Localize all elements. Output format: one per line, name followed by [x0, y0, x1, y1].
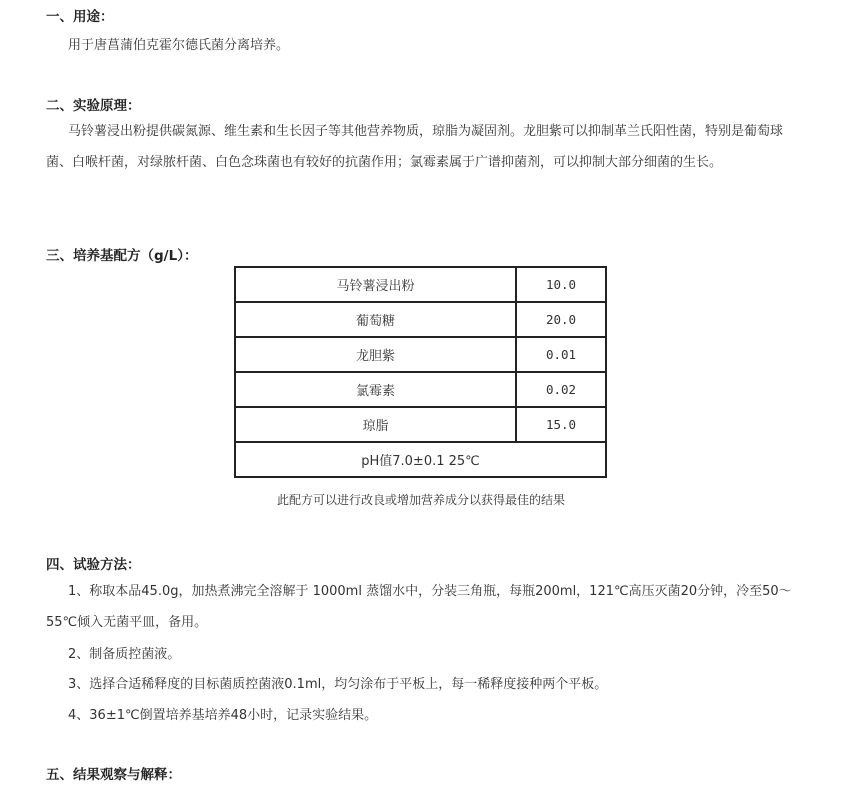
- ingredient-name: 龙胆紫: [235, 337, 516, 372]
- ingredient-amount: 10.0: [516, 267, 606, 302]
- table-row: [235, 407, 606, 442]
- ph-value: pH值7.0±0.1 25℃: [235, 442, 606, 477]
- table-row-ph: [235, 442, 606, 477]
- ingredient-amount: 0.01: [516, 337, 606, 372]
- table-row: [235, 372, 606, 407]
- section-heading-principle: 二、实验原理：: [46, 98, 141, 114]
- ingredient-amount: 0.02: [516, 372, 606, 407]
- formula-note: 此配方可以进行改良或增加营养成分以获得最佳的结果: [276, 493, 565, 507]
- ingredient-name: 氯霉素: [235, 372, 516, 407]
- section-heading-results: 五、结果观察与解释：: [46, 767, 181, 783]
- ingredient-name: 马铃薯浸出粉: [235, 267, 516, 302]
- section-heading-formula: 三、培养基配方（g/L）：: [46, 248, 198, 264]
- method-step-1: 1、称取本品45.0g，加热煮沸完全溶解于 1000ml 蒸馏水中，分装三角瓶，每瓶200ml，121℃高压灭菌20分钟，冷至50～55℃倾入无菌平皿，备用。: [46, 584, 792, 630]
- section-heading-method: 四、试验方法：: [46, 557, 141, 573]
- table-row: [235, 337, 606, 372]
- ingredient-name: 葡萄糖: [235, 302, 516, 337]
- formula-table: [234, 266, 607, 478]
- method-step-4: 4、36±1℃倒置培养基培养48小时，记录实验结果。: [68, 708, 378, 723]
- section-heading-purpose: 一、用途：: [46, 9, 114, 25]
- purpose-text: 用于唐菖蒲伯克霍尔德氏菌分离培养。: [68, 38, 290, 53]
- table-row: [235, 302, 606, 337]
- ingredient-amount: 15.0: [516, 407, 606, 442]
- table-row: [235, 267, 606, 302]
- principle-paragraph: 马铃薯浸出粉提供碳氮源、维生素和生长因子等其他营养物质，琼脂为凝固剂。龙胆紫可以抑制革兰氏阳性菌，特别是葡萄球菌、白喉杆菌，对绿脓杆菌、白色念珠菌也有较好的抗菌作用；氯霉素属于广谱抑菌剂，可以抑制大部分细菌的生长。: [46, 124, 784, 170]
- ingredient-amount: 20.0: [516, 302, 606, 337]
- ingredient-name: 琼脂: [235, 407, 516, 442]
- method-step-3: 3、选择合适稀释度的目标菌质控菌液0.1ml，均匀涂布于平板上，每一稀释度接种两个平板。: [68, 677, 608, 692]
- method-step-2: 2、制备质控菌液。: [68, 647, 181, 662]
